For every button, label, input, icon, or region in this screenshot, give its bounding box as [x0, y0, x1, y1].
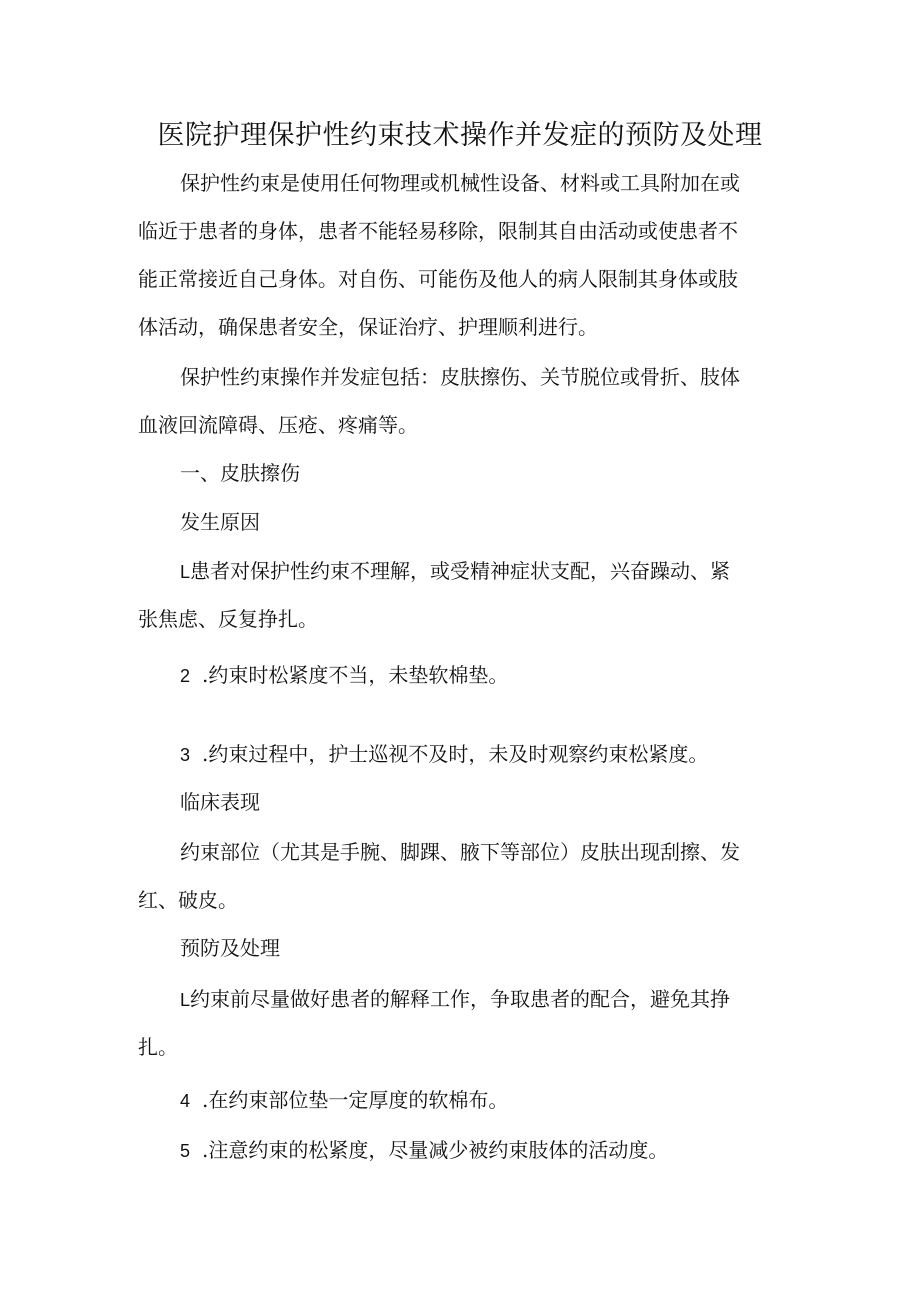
- cause-item-3: [180, 739, 708, 770]
- clinical-line-2: 红、破皮。: [138, 888, 238, 912]
- intro-line-2: 临近于患者的身体，患者不能轻易移除，限制其自由活动或使患者不: [138, 219, 738, 243]
- cause-item-1-continuation: 张焦虑、反复挣扎。: [138, 607, 318, 631]
- intro-line-1: 保护性约束是使用任何物理或机械性设备、材料或工具附加在或: [180, 171, 740, 195]
- prevention-item-1-continuation: 扎。: [138, 1035, 178, 1059]
- cause-item-3-number: 3: [180, 745, 191, 765]
- cause-item-1-number: L: [180, 562, 191, 582]
- intro-line-3: 能正常接近自己身体。对自伤、可能伤及他人的病人限制其身体或肢: [138, 267, 738, 291]
- prevention-item-2-number: 4: [180, 1091, 191, 1111]
- clinical-line-1: 约束部位（尤其是手腕、脚踝、腋下等部位）皮肤出现刮擦、发: [180, 840, 740, 864]
- prevention-item-2: [180, 1085, 508, 1116]
- cause-item-1: [180, 556, 730, 587]
- complications-line-1: 保护性约束操作并发症包括：皮肤擦伤、关节脱位或骨折、肢体: [180, 365, 740, 389]
- cause-heading: 发生原因: [180, 510, 260, 534]
- prevention-item-1-number: L: [180, 990, 191, 1010]
- prevention-item-2-text: .在约束部位垫一定厚度的软棉布。: [202, 1088, 509, 1112]
- section-heading-skin-abrasion: 一、皮肤擦伤: [180, 461, 300, 485]
- document-title: 医院护理保护性约束技术操作并发症的预防及处理: [157, 120, 763, 151]
- intro-line-4: 体活动，确保患者安全，保证治疗、护理顺利进行。: [138, 315, 598, 339]
- prevention-item-3-number: 5: [180, 1141, 191, 1161]
- cause-item-1-text: 患者对保护性约束不理解，或受精神症状支配，兴奋躁动、紧: [190, 559, 731, 583]
- cause-item-2-number: 2: [180, 666, 191, 686]
- prevention-item-3: [180, 1135, 668, 1166]
- prevention-item-1: [180, 984, 730, 1015]
- cause-item-2: [180, 660, 508, 691]
- prevention-heading: 预防及处理: [180, 936, 280, 960]
- cause-item-2-text: .约束时松紧度不当，未垫软棉垫。: [202, 663, 509, 687]
- prevention-item-1-text: 约束前尽量做好患者的解释工作，争取患者的配合，避免其挣: [190, 987, 731, 1011]
- clinical-heading: 临床表现: [180, 790, 260, 814]
- complications-line-2: 血液回流障碍、压疮、疼痛等。: [138, 413, 418, 437]
- cause-item-3-text: .约束过程中，护士巡视不及时，未及时观察约束松紧度。: [202, 742, 709, 766]
- prevention-item-3-text: .注意约束的松紧度，尽量减少被约束肢体的活动度。: [202, 1138, 669, 1162]
